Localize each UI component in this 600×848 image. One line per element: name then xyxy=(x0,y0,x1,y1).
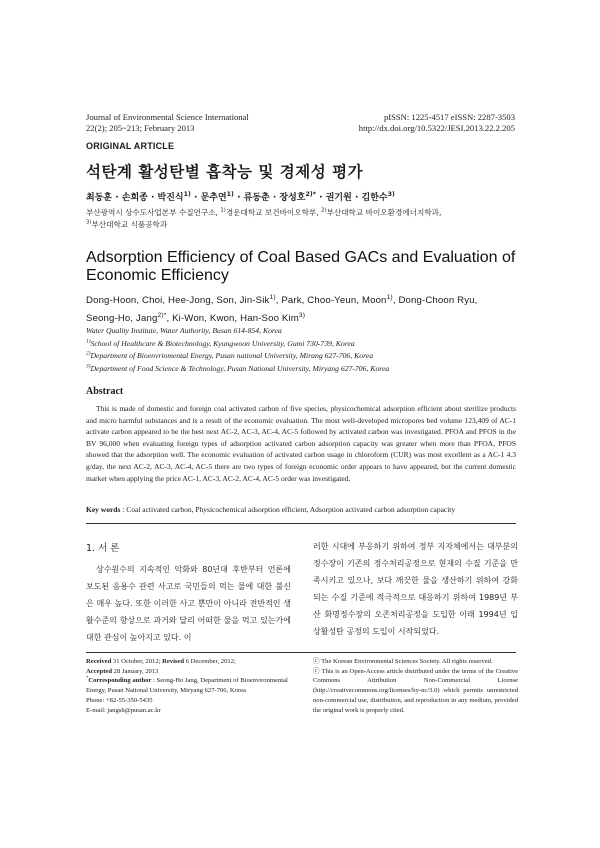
email-link[interactable]: E-mail: jangsh@pusan.ac.kr xyxy=(86,706,161,714)
english-affiliation-0: Water Quality Institute, Water Authority, Busan 614-854, Korea xyxy=(86,326,282,335)
journal-identifiers xyxy=(300,112,515,134)
sup-mark: 2)* xyxy=(157,311,167,319)
english-title: Adsorption Efficiency of Coal Based GACs and Evaluation of Economic Efficiency xyxy=(86,249,516,284)
english-authors xyxy=(86,292,526,328)
sup-mark: 3) xyxy=(86,219,92,226)
korean-affiliation-3: 부산대학교 바이오환경에너지학과, xyxy=(326,208,442,217)
doi-link[interactable]: http://dx.doi.org/10.5322/JESI.2013.22.2.205 xyxy=(358,123,515,133)
accepted-label: Accepted xyxy=(86,667,112,675)
issn: pISSN: 1225-4517 eISSN: 2287-3503 xyxy=(383,112,515,122)
keywords xyxy=(86,505,526,514)
abstract-heading: Abstract xyxy=(86,386,124,397)
article-type: ORIGINAL ARTICLE xyxy=(86,141,175,151)
korean-affiliation-1: 부산광역시 상수도사업본부 수질연구소, xyxy=(86,208,221,217)
english-affiliations xyxy=(86,325,526,375)
corr-mark: * xyxy=(86,675,89,681)
sup-mark: 1) xyxy=(86,338,91,345)
english-affiliation-1-row xyxy=(86,338,526,351)
abstract-text: This is made of domestic and foreign coal activated carbon of five species, physicochemical adsorption efficient about sterilize products and micro harmful substances and is a result of the economic evaluation. The most well-developed micropores bed volume 123,409 of AC-1 activate carbon appeared to be the best next AC-2, AC-3, AC-4, AC-5 followed by activated carbon was investigated. PFOA and PFOS in the BV 96,000 when evaluating foreign types of adsorption activated carbon adsorption capacity was greater when more than PFOA, PFOS showed that the adsorption well. The economic evaluation of activated carbon usage in chloroform (CUR) was most excellent as a AC-1 4.3 g/day, the next AC-2, AC-3, AC-4, AC-5 there are two types of foreign economic order appears to have appeared, but the current domestic market when applying the price AC-1, AC-3, AC-2, AC-4, AC-5 order was investigated. xyxy=(86,404,516,483)
sup-mark: 3) xyxy=(86,363,91,370)
sup-mark: 1) xyxy=(386,293,393,301)
english-author-group-c: , Dong-Choon Ryu, xyxy=(392,295,478,306)
revised-date: 6 December, 2012; xyxy=(184,658,236,665)
corr-label: Corresponding author xyxy=(88,677,152,685)
english-affiliation-2: Department of Bioenvriomental Energy, Pusan national University, Mirang 627-706, Korea xyxy=(90,351,374,361)
korean-title: 석탄계 활성탄별 흡착능 및 경제성 평가 xyxy=(86,163,364,181)
intro-text-left: 상수원수의 지속적인 악화와 80년대 후반부터 언론에 보도된 음용수 관련 사고로 국민들의 먹는 물에 대한 불신은 매우 높다. 또한 이러한 사고 뿐만이 아니라 전반적인 생활수준의 향상으로 과거와 달리 어떠한 물을 먹고 있는가에 대한 관심이 높아지고 있다. 이 xyxy=(86,565,291,642)
journal-volume: 22(2); 205~213; February 2013 xyxy=(86,123,195,133)
korean-author-group-3: · 류동춘 · 장성호 xyxy=(233,193,306,203)
keywords-separator: : xyxy=(120,505,127,514)
korean-author-group-2: · 문추연 xyxy=(190,193,227,203)
sup-mark: 2)* xyxy=(305,191,317,198)
keywords-text: Coal activated carbon, Physicochemical adsorption efficient, Adsorption activated carbon adsorption capacity xyxy=(126,505,456,514)
keywords-label: Key words xyxy=(86,505,121,514)
footnote-divider xyxy=(86,652,516,653)
journal-name: Journal of Environmental Science International xyxy=(86,112,249,122)
korean-author-group-4: · 권기원 · 김한수 xyxy=(316,193,388,203)
license-footnote xyxy=(313,657,518,715)
keywords-divider xyxy=(86,523,516,524)
english-affiliation-2-row xyxy=(86,350,526,363)
license-notice: ⓒ This is an Open-Access article distributed under the terms of the Creative Commons Attribution Non-Commercial License (http://creativecommons.org/licenses/by-nc/3.0) which permits unrestricted non-commercial use, distribution, and reproduction in any medium, provided the original work is properly cited. xyxy=(313,667,518,714)
intro-text-right: 러한 시대에 부응하기 위하여 정부 지자체에서는 대부분의 정수장이 기존의 정수처리공정으로 현재의 수질 기준을 만족시키고 있으나, 보다 깨끗한 물을 생산하기 위하여 강화되는 수질 기준에 적극적으로 대응하기 위하여 1989년 부산 화명정수장의 오존처리공정을 도입한 이래 1994년 입상활성탄 공정의 도입이 시작되었다. xyxy=(313,542,518,636)
accepted-date: 28 January, 2013 xyxy=(112,667,159,675)
korean-affiliation-4: 부산대학교 식품공학과 xyxy=(91,220,168,229)
section-heading-introduction: 1. 서 론 xyxy=(86,543,120,554)
sup-mark: 1) xyxy=(183,191,191,198)
phone: Phone: +82-55-350-5435 xyxy=(86,696,153,704)
sup-mark: 1) xyxy=(226,191,234,198)
english-author-group-b: , Park, Choo-Yeun, Moon xyxy=(275,295,387,306)
english-author-group-a: Dong-Hoon, Choi, Hee-Jong, Son, Jin-Sik xyxy=(86,295,270,306)
korean-author-group-1: 최동훈 · 손희종 · 박진식 xyxy=(86,193,184,203)
korean-affiliations xyxy=(86,207,526,231)
english-author-group-d: Seong-Ho, Jang xyxy=(86,313,158,324)
dates-line-1 xyxy=(86,657,291,667)
english-affiliation-3-row xyxy=(86,363,526,376)
english-author-group-e: , Ki-Won, Kwon, Han-Soo Kim xyxy=(166,313,299,324)
english-affiliation-3: Department of Food Science & Technology, Pusan National University, Miryang 627-706, Korea xyxy=(90,363,390,373)
sup-mark: 3) xyxy=(298,311,306,319)
copyright-notice: ⓒ The Korean Environmental Sciences Society. All rights reserved. xyxy=(313,658,493,665)
korean-affiliation-2: 경운대학교 보건바이오학부, xyxy=(225,208,322,217)
english-affiliation-1: School of Healthcare & Biotechnology, Kyungwoon University, Gumi 730-739, Korea xyxy=(90,338,355,348)
corresponding-author xyxy=(86,676,291,695)
sup-mark: 2) xyxy=(321,207,327,214)
sup-mark: 1) xyxy=(220,207,226,214)
revised-label: Revised xyxy=(162,658,185,665)
received-date: 31 October, 2012; xyxy=(111,658,163,665)
sup-mark: 1) xyxy=(269,293,276,301)
sup-mark: 2) xyxy=(86,350,91,357)
sup-mark: 3) xyxy=(387,191,395,198)
dates-line-2 xyxy=(86,667,291,677)
received-label: Received xyxy=(86,658,112,665)
corr-text: : Seong-Ho Jang, Department of Bioenvironmental Energy, Pusan National University, Miryang 627-706, Korea xyxy=(86,677,288,695)
korean-authors xyxy=(86,190,395,203)
article-history-footnote xyxy=(86,657,291,715)
